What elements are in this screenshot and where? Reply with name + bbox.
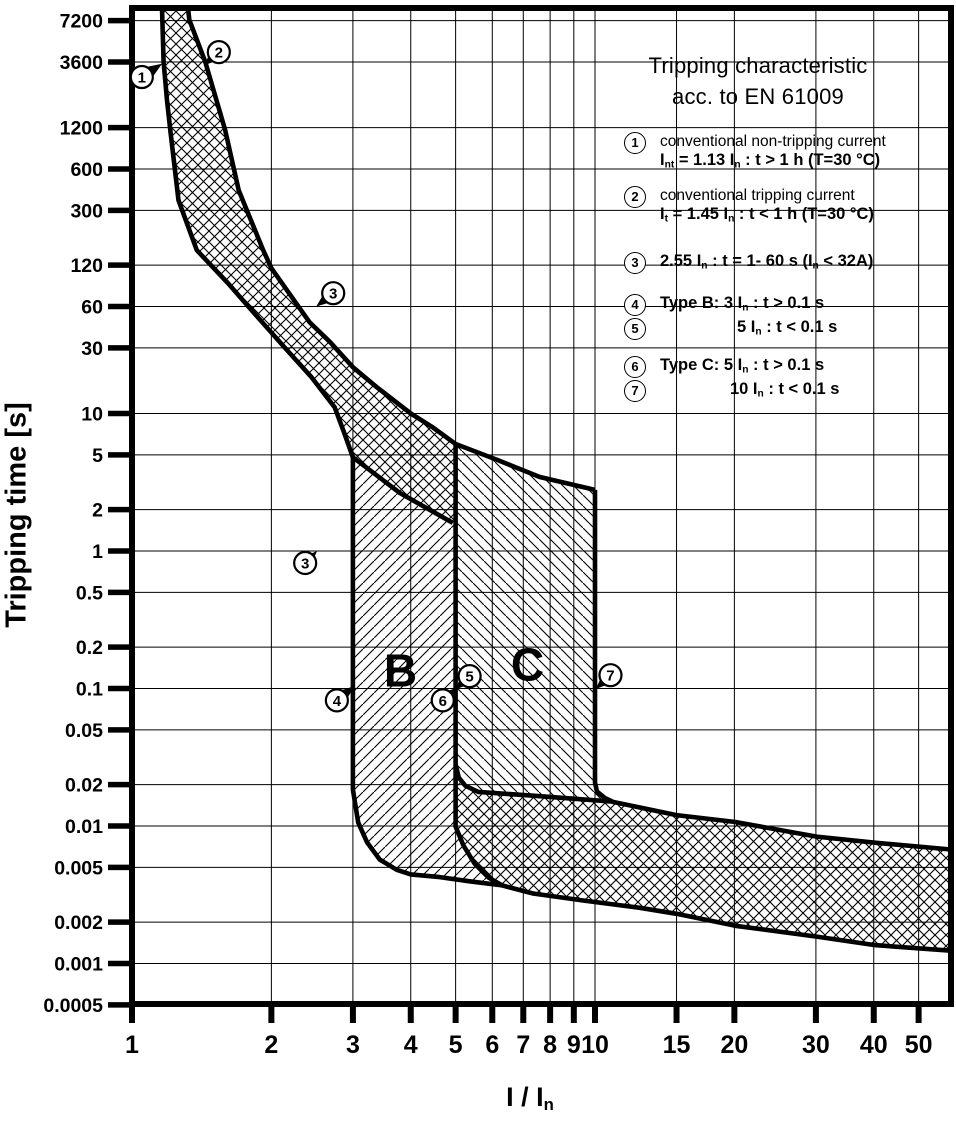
legend-line: conventional tripping current	[660, 187, 855, 204]
chart-title	[649, 50, 868, 112]
subscript: t	[664, 213, 668, 225]
y-tick-0.002	[108, 919, 131, 925]
legend-marker-1: 1	[624, 132, 646, 154]
x-tick-label-30: 30	[802, 1031, 830, 1059]
x-tick-9	[571, 1004, 577, 1023]
x-tick-label-10: 10	[581, 1031, 609, 1059]
x-tick-label-2: 2	[264, 1031, 279, 1059]
x-tick-label-9: 9	[566, 1031, 581, 1059]
y-tick-0.5	[108, 590, 131, 596]
x-tick-4	[408, 1004, 414, 1023]
y-tick-30	[108, 345, 131, 351]
y-tick-label-0.1: 0.1	[75, 678, 103, 701]
x-tick-10	[592, 1004, 598, 1023]
legend-line: 5 $I_n$ : t < 0.1 s	[737, 318, 838, 338]
y-tick-600	[108, 166, 131, 172]
legend-marker-2: 2	[624, 186, 646, 208]
y-tick-label-2: 2	[92, 499, 103, 522]
subscript: nt	[664, 159, 675, 171]
y-tick-0.02	[108, 782, 131, 788]
y-tick-0.0005	[108, 1002, 131, 1008]
y-tick-60	[108, 304, 131, 310]
y-tick-label-120: 120	[70, 255, 103, 278]
x-tick-label-6: 6	[485, 1031, 500, 1059]
marker-4-4	[326, 686, 354, 711]
legend-line: $I_{nt} = 1.13$ $I_n$ : t > 1 h (T=30 °C)	[660, 151, 881, 171]
y-tick-0.1	[108, 686, 131, 692]
x-tick-label-8: 8	[543, 1031, 558, 1059]
chart-title-line2: acc. to EN 61009	[672, 84, 844, 109]
curve-type-c-upper-10In	[595, 490, 615, 802]
legend-marker-7: 7	[624, 380, 646, 402]
x-tick-label-4: 4	[403, 1031, 418, 1059]
y-tick-label-0.002: 0.002	[54, 912, 103, 935]
marker-7-7	[596, 664, 622, 689]
subscript: n	[734, 159, 741, 171]
y-tick-2	[108, 507, 131, 513]
x-tick-40	[871, 1004, 877, 1023]
subscript: n	[755, 326, 762, 338]
legend-marker-3: 3	[624, 252, 646, 274]
x-tick-6	[489, 1004, 495, 1023]
y-tick-10	[108, 411, 131, 417]
y-tick-label-0.2: 0.2	[75, 637, 103, 660]
marker-1-0	[131, 64, 162, 88]
x-tick-label-50: 50	[904, 1031, 933, 1059]
y-tick-label-10: 10	[81, 403, 103, 426]
y-tick-label-0.5: 0.5	[75, 582, 103, 605]
x-tick-5	[453, 1004, 459, 1023]
y-tick-0.05	[108, 727, 131, 733]
y-tick-label-0.005: 0.005	[54, 857, 103, 880]
marker-number: 3	[329, 285, 338, 303]
x-tick-3	[350, 1004, 356, 1023]
legend-line: 10 $I_n$ : t < 0.1 s	[730, 380, 840, 400]
x-tick-8	[547, 1004, 553, 1023]
y-tick-label-600: 600	[70, 159, 103, 182]
y-tick-1200	[108, 125, 131, 131]
marker-number: 6	[438, 692, 447, 710]
y-tick-0.005	[108, 865, 131, 871]
x-tick-label-3: 3	[345, 1031, 360, 1059]
x-tick-30	[813, 1004, 819, 1023]
x-tick-7	[520, 1004, 526, 1023]
y-tick-3600	[108, 59, 131, 65]
region-label-C: C	[510, 638, 545, 691]
legend-line: Type B: 3 $I_n$ : t > 0.1 s	[660, 294, 825, 314]
y-tick-label-1200: 1200	[59, 117, 103, 140]
marker-number: 7	[606, 667, 615, 685]
y-tick-0.2	[108, 644, 131, 650]
y-tick-label-0.01: 0.01	[65, 816, 103, 838]
x-tick-15	[674, 1004, 680, 1023]
marker-number: 5	[465, 668, 474, 686]
legend-line: conventional non-tripping current	[660, 133, 886, 150]
legend-line: Type C: 5 $I_n$ : t > 0.1 s	[660, 356, 825, 376]
subscript: n	[757, 388, 764, 400]
y-tick-0.001	[108, 961, 131, 967]
marker-number: 4	[332, 692, 342, 710]
marker-number: 2	[214, 44, 223, 62]
y-tick-label-1: 1	[92, 541, 103, 563]
y-tick-label-30: 30	[81, 337, 103, 360]
y-tick-label-7200: 7200	[59, 10, 103, 33]
x-tick-label-15: 15	[662, 1031, 691, 1059]
y-tick-7200	[108, 18, 131, 24]
marker-2-1	[204, 41, 230, 65]
y-tick-label-0.001: 0.001	[54, 953, 103, 976]
x-tick-label-20: 20	[720, 1031, 749, 1059]
legend-line: $I_t = 1.45$ $I_n$ : t < 1 h (T=30 °C)	[660, 205, 874, 225]
subscript: n	[812, 260, 819, 272]
marker-3-3	[294, 551, 317, 574]
y-tick-label-0.05: 0.05	[65, 719, 103, 742]
region-type-c-magnetic-region	[456, 444, 613, 801]
y-tick-300	[108, 208, 131, 214]
marker-3-2	[316, 282, 344, 306]
y-tick-label-300: 300	[70, 200, 103, 223]
y-tick-0.01	[108, 823, 131, 829]
subscript: n	[543, 1095, 554, 1115]
x-tick-label-1: 1	[125, 1031, 139, 1059]
y-tick-1	[108, 548, 131, 554]
x-tick-1	[129, 1004, 135, 1023]
x-axis-title: I / $I_n$	[506, 1082, 554, 1115]
legend-marker-4: 4	[624, 294, 646, 316]
y-axis-title: Tripping time [s]	[0, 402, 33, 628]
y-tick-label-5: 5	[92, 444, 103, 467]
x-tick-20	[731, 1004, 737, 1023]
x-tick-label-5: 5	[448, 1031, 463, 1059]
legend-line: 2.55 $I_n$ : t = 1- 60 s $(I_n < 32A)$	[660, 252, 874, 272]
legend-marker-6: 6	[624, 356, 646, 378]
x-tick-label-7: 7	[516, 1031, 531, 1059]
legend-marker-5: 5	[624, 318, 646, 340]
y-tick-120	[108, 262, 131, 268]
subscript: n	[728, 213, 735, 225]
y-tick-label-3600: 3600	[59, 52, 103, 75]
subscript: n	[742, 302, 749, 314]
marker-number: 3	[300, 555, 310, 573]
y-tick-label-0.0005: 0.0005	[43, 994, 103, 1017]
subscript: n	[742, 364, 749, 376]
x-tick-2	[268, 1004, 274, 1023]
chart-title-line1: Tripping characteristic	[648, 53, 868, 78]
region-label-B: B	[383, 644, 418, 697]
y-tick-5	[108, 452, 131, 458]
x-tick-50	[916, 1004, 922, 1023]
subscript: n	[701, 260, 708, 272]
marker-number: 1	[137, 69, 146, 87]
x-tick-label-40: 40	[859, 1031, 888, 1059]
y-tick-label-60: 60	[81, 296, 103, 319]
y-tick-label-0.02: 0.02	[65, 774, 103, 797]
